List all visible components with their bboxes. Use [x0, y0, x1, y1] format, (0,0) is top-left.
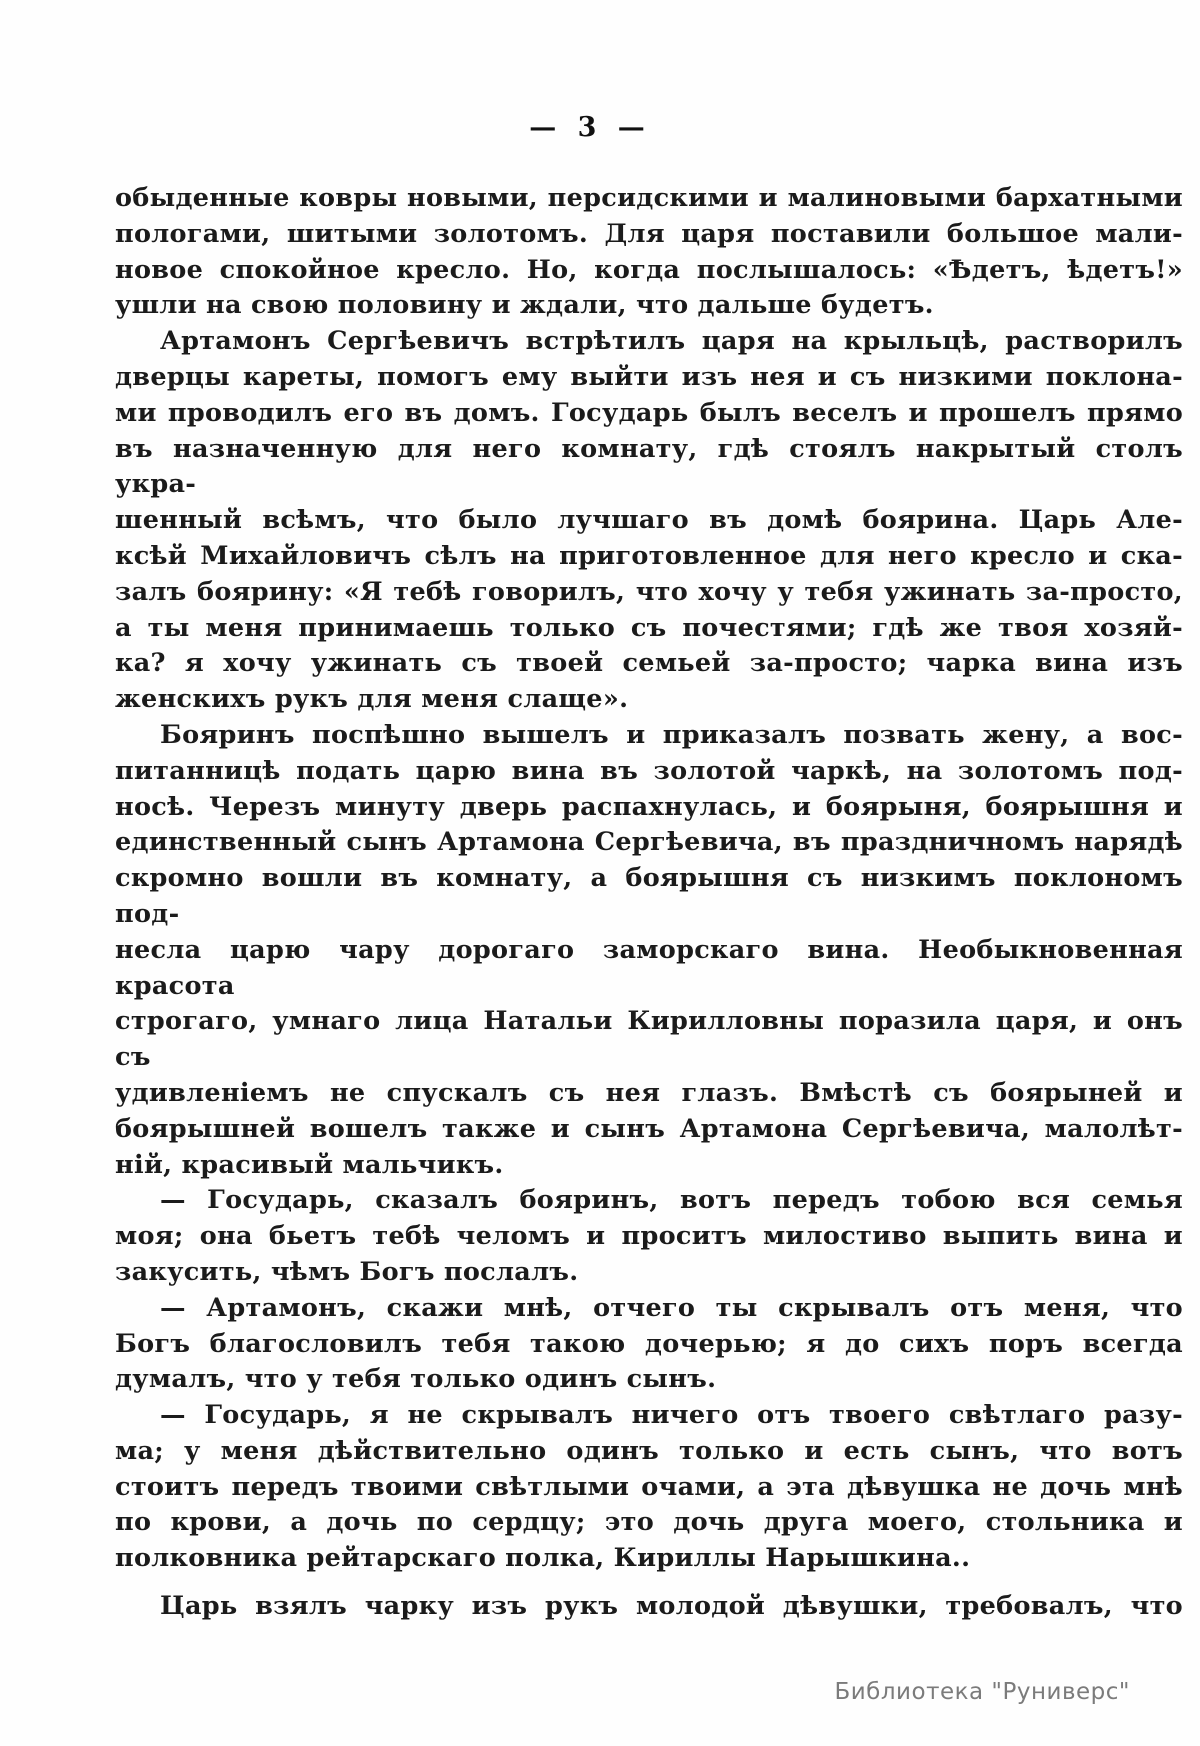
- text-line: носѣ. Черезъ минуту дверь распахнулась, и боярыня, боярышня и: [115, 791, 1183, 822]
- text-line: шенный всѣмъ, что было лучшаго въ домѣ боярина. Царь Але-: [115, 505, 1183, 536]
- text-line: ма; у меня дѣйствительно одинъ только и есть сынъ, что вотъ: [115, 1435, 1183, 1466]
- text-line: — Государь, сказалъ бояринъ, вотъ передъ тобою вся семья: [160, 1185, 1183, 1216]
- text-line: ксѣй Михайловичъ сѣлъ на приготовленное для него кресло и ска-: [115, 540, 1183, 571]
- text-line: ушли на свою половину и ждали, что дальше будетъ.: [115, 290, 934, 321]
- text-line: ній, красивый мальчикъ.: [115, 1149, 504, 1180]
- text-block: [115, 181, 1183, 1625]
- text-line: по крови, а дочь по сердцу; это дочь друга моего, стольника и: [115, 1507, 1183, 1538]
- text-line: удивленіемъ не спускалъ съ нея глазъ. Вмѣстѣ съ боярыней и: [115, 1077, 1183, 1108]
- text-line: новое спокойное кресло. Но, когда послышалось: «Ѣдетъ, ѣдетъ!»: [115, 254, 1183, 285]
- text-line: боярышней вошелъ также и сынъ Артамона Сергѣевича, малолѣт-: [115, 1113, 1183, 1144]
- text-line: Богъ благословилъ тебя такою дочерью; я до сихъ поръ всегда: [115, 1328, 1183, 1359]
- text-line: думалъ, что у тебя только одинъ сынъ.: [115, 1364, 717, 1395]
- text-line: полковника рейтарскаго полка, Кириллы Нарышкина..: [115, 1543, 971, 1574]
- text-line: залъ боярину: «Я тебѣ говорилъ, что хочу у тебя ужинать за-просто,: [115, 576, 1183, 607]
- text-line: — Артамонъ, скажи мнѣ, отчего ты скрывалъ отъ меня, что: [160, 1292, 1183, 1323]
- text-line: моя; она бьетъ тебѣ челомъ и проситъ милостиво выпить вина и: [115, 1221, 1183, 1252]
- text-line: стоитъ передъ твоими свѣтлыми очами, а эта дѣвушка не дочь мнѣ: [115, 1471, 1183, 1502]
- text-line: пологами, шитыми золотомъ. Для царя поставили большое мали-: [115, 218, 1183, 249]
- library-watermark: Библиотека "Руниверс": [834, 1679, 1130, 1705]
- text-line: обыденные ковры новыми, персидскими и малиновыми бархатными: [115, 183, 1183, 213]
- text-line: въ назначенную для него комнату, гдѣ стоялъ накрытый столъ укра-: [115, 433, 1183, 500]
- text-line: скромно вошли въ комнату, а боярышня съ низкимъ поклономъ под-: [115, 863, 1183, 929]
- text-line: Царь взялъ чарку изъ рукъ молодой дѣвушки, требовалъ, что: [160, 1591, 1183, 1622]
- text-line: несла царю чару дорогаго заморскаго вина. Необыкновенная красота: [115, 934, 1183, 1001]
- page-number: — 3 —: [529, 112, 651, 143]
- text-line: ми проводилъ его въ домъ. Государь былъ веселъ и прошелъ прямо: [115, 397, 1183, 428]
- text-line: а ты меня принимаешь только съ почестями; гдѣ же твоя хозяй-: [115, 612, 1183, 643]
- text-line: Артамонъ Сергѣевичъ встрѣтилъ царя на крыльцѣ, растворилъ: [160, 326, 1183, 357]
- text-line: женскихъ рукъ для меня слаще».: [115, 684, 629, 715]
- text-line: Бояринъ поспѣшно вышелъ и приказалъ позвать жену, а вос-: [160, 719, 1183, 750]
- text-line: дверцы кареты, помогъ ему выйти изъ нея и съ низкими поклона-: [115, 361, 1183, 392]
- text-line: питанницѣ подать царю вина въ золотой чаркѣ, на золотомъ под-: [115, 755, 1183, 786]
- text-line: — Государь, я не скрывалъ ничего отъ твоего свѣтлаго разу-: [160, 1400, 1183, 1431]
- text-line: единственный сынъ Артамона Сергѣевича, въ праздничномъ нарядѣ: [115, 827, 1183, 858]
- text-line: строгаго, умнаго лица Натальи Кирилловны поразила царя, и онъ съ: [115, 1006, 1183, 1073]
- text-line: закусить, чѣмъ Богъ послалъ.: [115, 1256, 579, 1287]
- text-line: ка? я хочу ужинать съ твоей семьей за-просто; чарка вина изъ: [115, 648, 1183, 679]
